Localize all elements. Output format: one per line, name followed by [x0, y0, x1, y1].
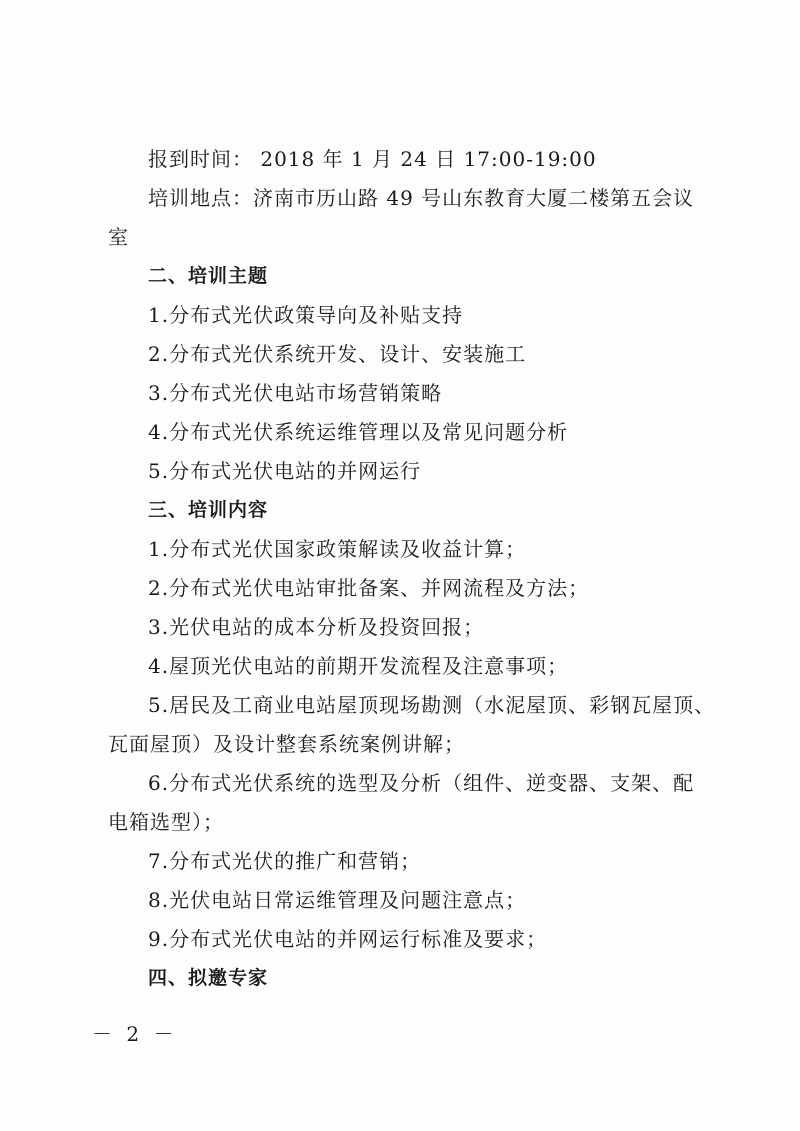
list-item: 2.分布式光伏系统开发、设计、安装施工: [148, 342, 527, 366]
page-number: － 2 －: [92, 1022, 178, 1046]
list-item: 7.分布式光伏的推广和营销；: [148, 849, 422, 873]
training-location-line: 培训地点：济南市历山路 49 号山东教育大厦二楼第五会议: [148, 186, 695, 210]
list-item: 5.分布式光伏电站的并网运行: [148, 459, 422, 483]
list-item: 4.分布式光伏系统运维管理以及常见问题分析: [148, 420, 569, 444]
list-item: 8.光伏电站日常运维管理及问题注意点；: [148, 888, 527, 912]
section-heading-content: 三、培训内容: [148, 499, 269, 521]
list-item-6-line-1: 6.分布式光伏系统的选型及分析（组件、逆变器、支架、配: [148, 771, 695, 795]
list-item: 3.光伏电站的成本分析及投资回报；: [148, 615, 485, 639]
list-item: 2.分布式光伏电站审批备案、并网流程及方法；: [148, 576, 590, 600]
list-item-6-line-2: 电箱选型）；: [108, 810, 224, 834]
list-item: 1.分布式光伏政策导向及补贴支持: [148, 303, 464, 327]
section-heading-topics: 二、培训主题: [148, 265, 269, 287]
list-item: 1.分布式光伏国家政策解读及收益计算；: [148, 537, 527, 561]
list-item-5-line-2: 瓦面屋顶）及设计整套系统案例讲解；: [108, 732, 465, 756]
document-body: [108, 140, 716, 998]
report-time-line: 报到时间： 2018 年 1 月 24 日 17:00-19:00: [148, 147, 597, 171]
section-heading-experts: 四、拟邀专家: [148, 967, 269, 989]
training-location-continuation: 室: [108, 225, 129, 249]
list-item: 4.屋顶光伏电站的前期开发流程及注意事项；: [148, 654, 569, 678]
list-item-5-line-1: 5.居民及工商业电站屋顶现场勘测（水泥屋顶、彩钢瓦屋顶、: [148, 693, 716, 717]
list-item: 3.分布式光伏电站市场营销策略: [148, 381, 443, 405]
list-item: 9.分布式光伏电站的并网运行标准及要求；: [148, 927, 548, 951]
